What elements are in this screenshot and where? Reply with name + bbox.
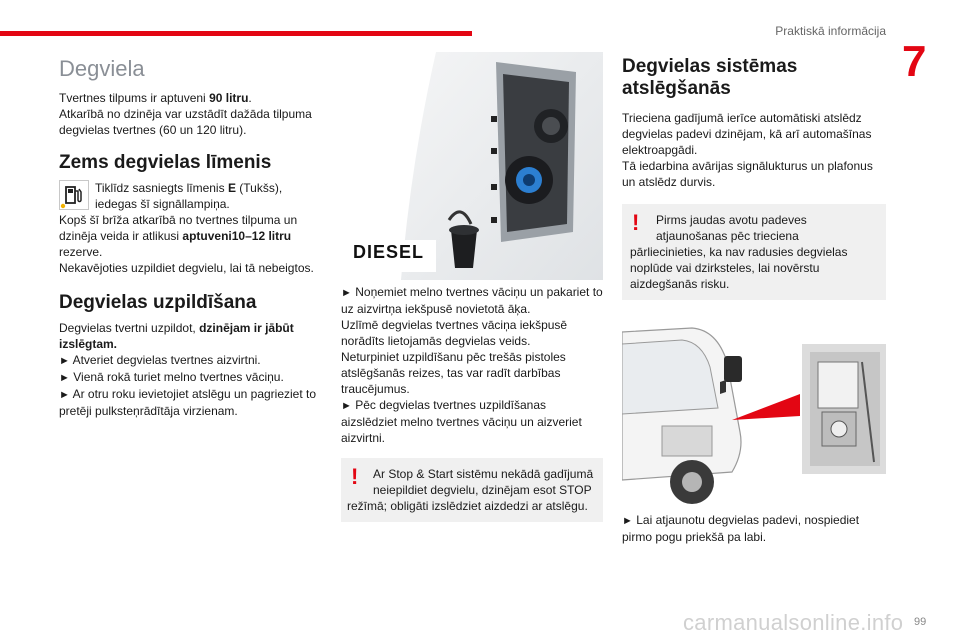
refuel-stop-text: Neturpiniet uzpildīšanu pēc trešās pistoles atslēgšanās reizes, tas var radīt darbības traucējumus. — [341, 350, 566, 396]
refuel-step: ► Vienā rokā turiet melno tvertnes vāciņu. — [59, 370, 284, 384]
column-middle — [341, 52, 603, 522]
warning-icon: ! — [351, 464, 359, 489]
running-header: Praktiskā informācija — [775, 24, 886, 38]
heading-low-fuel: Zems degvielas līmenis — [59, 152, 272, 173]
low-fuel-line1: Tiklīdz sasniegts līmenis E (Tukšs), iedegas šī signāllampiņa. — [95, 181, 283, 211]
warning-box-cutoff: ! Pirms jaudas avotu padeves atjaunošanas pēc trieciena pārliecinieties, ka nav radusies degvielas noplūde vai dzirksteles, lai novērstu aizdegšanās risku. — [622, 204, 886, 300]
refuel-step: ► Atveriet degvielas tvertnes aizvirtni. — [59, 353, 261, 367]
chapter-number: 7 — [902, 37, 927, 86]
low-fuel-note — [59, 180, 325, 212]
cutoff-text-1: Trieciena gadījumā ierīce automātiski atslēdz degvielas padevi dzinējam, kā arī automašīnas elektroapgādi. — [622, 111, 872, 157]
diesel-label: DIESEL — [353, 242, 425, 262]
fuel-type-label-text: Uzlīmē degvielas tvertnes vāciņa iekšpusē norādīts lietojamās degvielas veids. — [341, 318, 568, 348]
heading-refuelling: Degvielas uzpildīšana — [59, 292, 257, 313]
van-cutoff-illustration — [622, 322, 886, 504]
fuel-flap-photo — [341, 52, 603, 280]
heading-fuel-cutoff: Degvielas sistēmas atslēgšanās — [622, 56, 798, 99]
refuel-step: ► Ar otru roku ievietojiet atslēgu un pagrieziet to pretēji pulksteņrādītāja virzienam. — [59, 387, 317, 418]
refuel-step: ► Lai atjaunotu degvielas padevi, nospiediet pirmo pogu priekšā pa labi. — [622, 513, 860, 544]
capacity-variants: Atkarībā no dzinēja var uzstādīt dažāda tilpuma degvielas tvertnes (60 un 120 litru). — [59, 107, 312, 137]
refuel-step: ► Noņemiet melno tvertnes vāciņu un pakariet to uz aizvirtņa iekšpusē novietotā āķa. — [341, 285, 603, 316]
fuel-pump-icon — [59, 180, 89, 210]
low-fuel-reserve: Kopš šī brīža atkarībā no tvertnes tilpuma un dzinēja veida ir atlikusi aptuveni10–12 litru rezerve. — [59, 213, 298, 259]
section-title-fuel: Degviela — [59, 56, 145, 81]
cutoff-text-2: Tā iedarbina avārijas signālukturus un plafonus un atslēdz durvis. — [622, 159, 873, 189]
warning-icon: ! — [632, 210, 640, 235]
page-number: 99 — [914, 616, 927, 628]
refuel-engine-off: Degvielas tvertni uzpildot, dzinējam ir jābūt izslēgtam. — [59, 321, 294, 351]
column-left — [59, 56, 325, 419]
warning-box-stop-start: ! Ar Stop & Start sistēmu nekādā gadījumā neiepildiet degvielu, dzinējam esot STOP režīmā; obligāti izslēdziet aizdedzi ar atslēgu. — [341, 458, 603, 522]
low-fuel-advice: Nekavējoties uzpildiet degvielu, lai tā nebeigtos. — [59, 261, 314, 275]
header-red-bar — [0, 31, 472, 36]
column-right — [622, 56, 886, 545]
capacity-text: Tvertnes tilpums ir aptuveni 90 litru. — [59, 91, 252, 105]
watermark: carmanualsonline.info — [683, 610, 904, 635]
refuel-step: ► Pēc degvielas tvertnes uzpildīšanas aizslēdziet melno tvertnes vāciņu un aizveriet aizvirtni. — [341, 398, 582, 445]
